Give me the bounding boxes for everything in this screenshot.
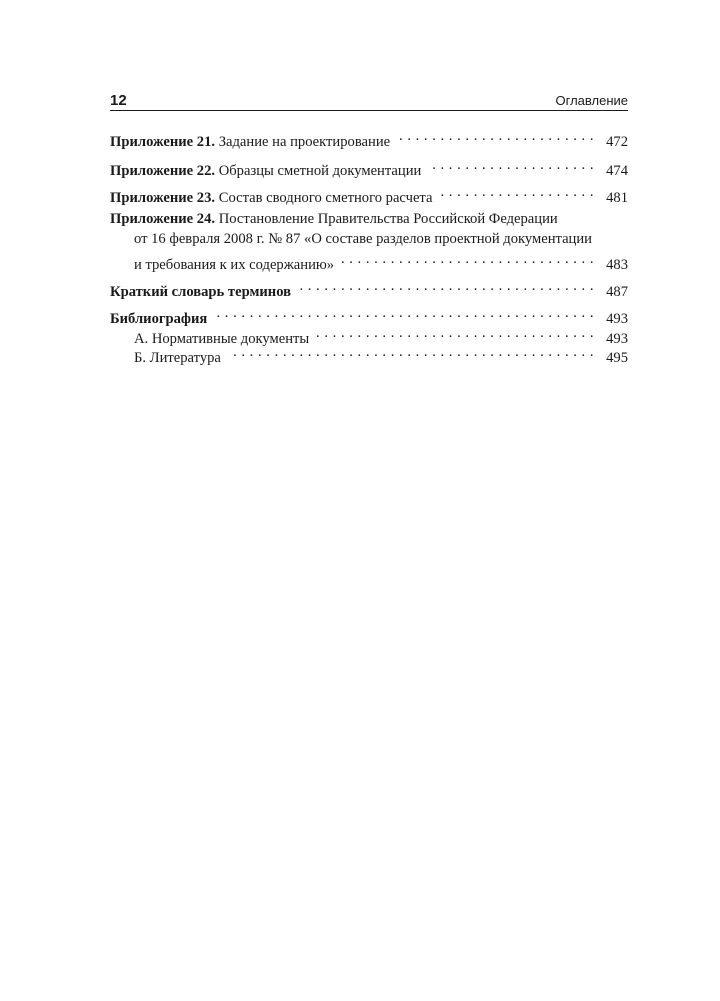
toc-entry-page: 474 [606,163,628,179]
toc-subentry-title: А. Нормативные документы [134,331,310,347]
dot-leader [229,342,594,362]
page-number: 12 [110,92,127,109]
dot-leader [299,276,594,296]
toc-entry-appendix-22[interactable] [110,155,628,179]
dot-leader [398,126,594,146]
dot-leader [429,155,594,175]
toc-entry-title: Задание на проектирование [218,134,391,150]
table-of-contents [110,126,628,366]
toc-line [110,126,628,150]
toc-line [110,182,628,206]
toc-line [110,229,628,249]
toc-entry-page: 472 [606,134,628,150]
toc-entry-title: Образцы сметной документации [218,163,422,179]
section-name: Оглавление [555,93,628,108]
toc-entry-appendix-23[interactable] [110,182,628,206]
dot-leader [440,182,594,202]
toc-entry-label: Приложение 21. [110,134,216,150]
toc-entry-title: Состав сводного сметного расчета [218,190,433,206]
toc-line [110,155,628,179]
toc-entry-label: Приложение 24. [110,211,216,227]
toc-entry-title: Краткий словарь терминов [110,284,292,300]
toc-line [110,276,628,300]
header-rule [110,110,628,111]
toc-entry-text [110,161,421,181]
toc-entry-label: Приложение 22. [110,163,216,179]
dot-leader [317,323,594,343]
toc-line [110,209,628,229]
toc-entry-text [110,132,390,152]
toc-entry-glossary[interactable] [110,276,628,300]
toc-entry-title-line-1: Постановление Правительства Российской Федерации [218,211,558,227]
toc-entry-bibliography[interactable] [110,303,628,366]
toc-entry-page: 487 [606,284,628,300]
toc-entry-appendix-24[interactable] [110,209,628,273]
toc-entry-title-line-2: от 16 февраля 2008 г. № 87 «О составе разделов проектной документации [134,231,592,247]
toc-entry-page: 483 [606,257,628,273]
dot-leader [215,303,594,323]
toc-subentry-page: 493 [606,331,628,347]
toc-entry-title-line-3: и требования к их содержанию» [134,257,335,273]
dot-leader [342,249,594,269]
toc-entry-text [110,188,432,208]
running-head [110,88,628,110]
toc-entry-page: 481 [606,190,628,206]
toc-entry-label: Приложение 23. [110,190,216,206]
toc-entry-page: 493 [606,311,628,327]
toc-entry-text [110,209,558,229]
toc-subentry-page: 495 [606,350,628,366]
toc-entry-title: Библиография [110,311,208,327]
toc-line [110,303,628,327]
toc-subentry-title: Б. Литература [134,350,221,366]
toc-line [110,249,628,273]
toc-entry-appendix-21[interactable] [110,126,628,150]
